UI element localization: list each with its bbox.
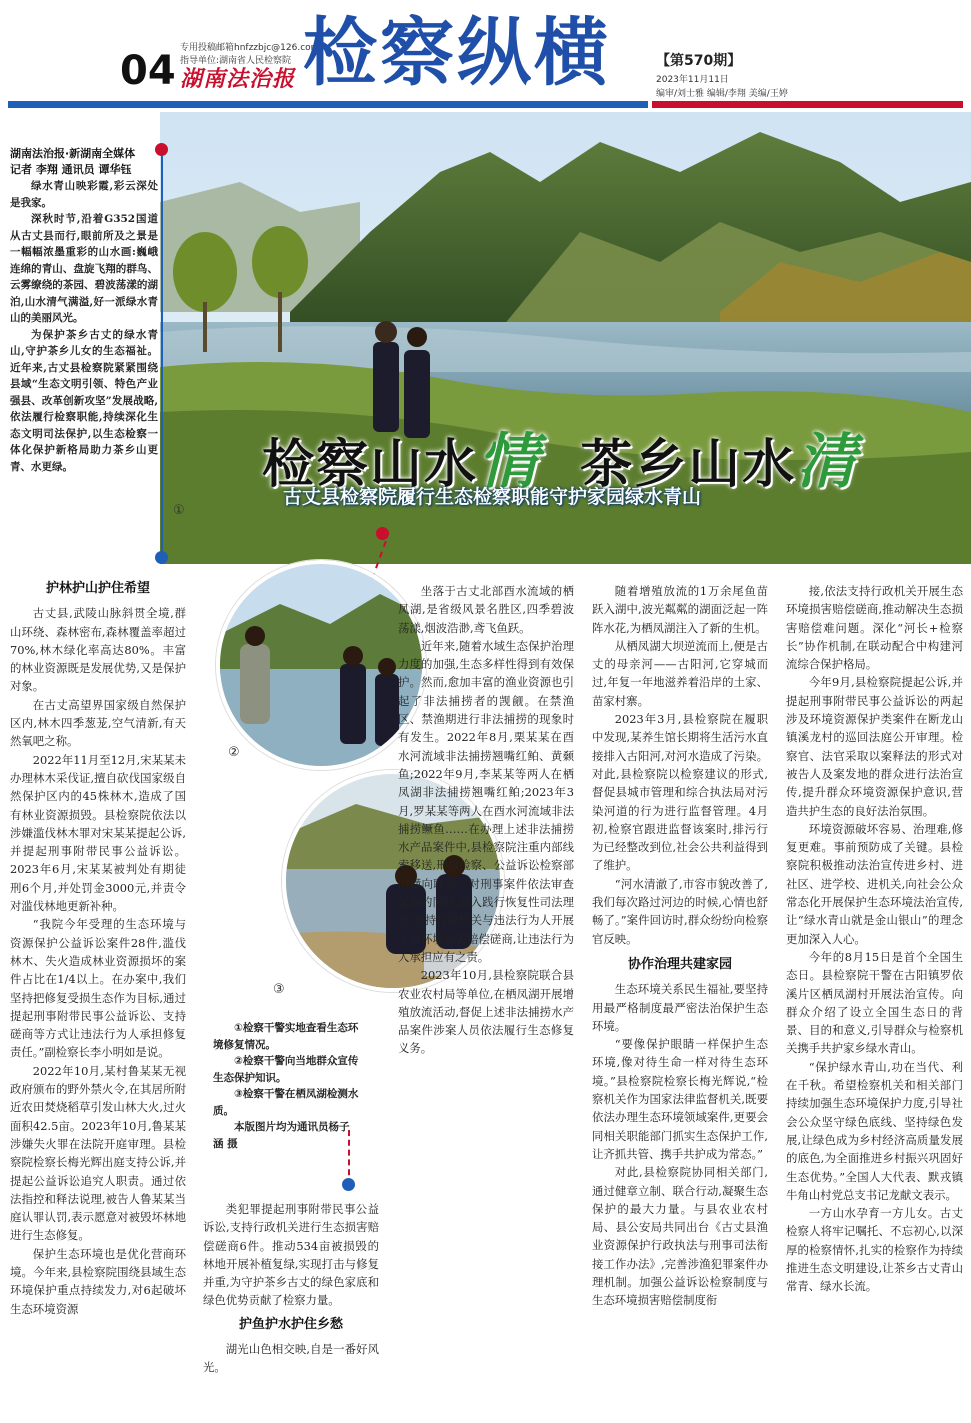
article-paragraph: 类犯罪提起刑事附带民事公益诉讼,支持行政机关进行生态损害赔偿磋商6件。推动534亩被损毁的林地开展补植复绿,实现打击与修复并重,为守护茶乡古丈的绿色家底和绿色优势贡献了检察力量。 — [203, 1202, 379, 1308]
decor-dot-blue — [342, 1178, 355, 1191]
article-paragraph: 环境资源破坏容易、治理难,修复更难。事前预防成了关键。县检察院积极推动法治宣传进乡村、进社区、进学校、进机关,向社会公众常态化开展保护生态环境法治宣传,让“绿水青山就是金山银山”的理念更加深入人心。 — [786, 821, 963, 946]
article-paragraph: 接,依法支持行政机关开展生态环境损害赔偿磋商,推动解决生态损害赔偿难问题。深化“河长+检察长”协作机制,在联动配合中构建河流综合保护格局。 — [786, 584, 963, 672]
decor-line — [161, 156, 163, 551]
section-heading-cooperation: 协作治理共建家园 — [627, 956, 732, 972]
issue-date: 2023年11月11日 — [656, 75, 729, 85]
header-rule-red — [652, 101, 963, 108]
article-paragraph: 2023年3月,县检察院在履职中发现,某养生馆长期将生活污水直接排入古阳河,对河水造成了污染。对此,县检察院以检察建议的形式,督促县城市管理和综合执法局对污染河道的行为进行监督管理。4月初,检察官跟进监督该案时,排污行为已经整改到位,社会公共利益得到了维护。 — [592, 712, 768, 873]
caption-line: ②检察干警向当地群众宣传生态保护知识。 — [213, 1055, 359, 1084]
newspaper-brand: 湖南法治报 — [180, 66, 296, 92]
article-paragraph: 今年9月,县检察院提起公诉,并提起刑事附带民事公益诉讼的两起涉及环境资源保护类案件在断龙山镇溪龙村的巡回法庭公开审理。检察官、法官采取以案释法的形式对被告人及案发地的群众进行法治宣传,提升群众环境资源保护意识,营造共护生态的良好法治氛围。 — [786, 675, 963, 818]
issue-number: 【第570期】 — [656, 53, 742, 69]
caption-credit: 本版图片均为通讯员杨子涵 摄 — [213, 1121, 350, 1150]
photo-marker-3: ③ — [273, 982, 285, 997]
column-4 — [592, 582, 768, 1310]
photo-marker-2: ② — [228, 745, 240, 760]
photo-marker-1: ① — [173, 503, 185, 518]
article-paragraph: 2023年10月,县检察院联合县农业农村局等单位,在栖凤湖开展增殖放流活动,督促上述非法捕捞水产品案件涉案人员依法履行生态修复义务。 — [398, 968, 574, 1056]
caption-line: ①检察干警实地查看生态环境修复情况。 — [213, 1022, 359, 1051]
article-paragraph: 今年的8月15日是首个全国生态日。县检察院干警在古阳镇罗依溪片区栖凤湖村开展法治宣传。向群众介绍了设立全国生态日的背景、目的和意义,引导群众与检察机关携手共护家乡绿水青山。 — [786, 949, 963, 1056]
article-paragraph: “河水清澈了,市容市貌改善了,我们每次路过河边的时候,心情也舒畅了。”案件回访时,群众纷纷向检察官反映。 — [592, 876, 768, 946]
headline-part1: 检察山水 — [262, 435, 479, 495]
article-paragraph: 从栖凤湖大坝逆流而上,便是古丈的母亲河——古阳河,它穿城而过,年复一年地滋养着沿岸的土家、苗家村寨。 — [592, 638, 768, 708]
decor-dot-blue — [155, 551, 168, 564]
editors-line: 编审/刘士雅 编辑/李翔 美编/王婷 — [656, 89, 788, 99]
article-paragraph: 湖光山色相交映,自是一番好风光。 — [203, 1342, 379, 1375]
source-line: 湖南法治报·新湖南全媒体 — [10, 147, 136, 160]
article-paragraph: “保护绿水青山,功在当代、利在千秋。希望检察机关和相关部门持续加强生态环境保护力度,引导社会公众坚守绿色底线、坚持绿色发展,让绿色成为乡村经济高质量发展的底色,为全面推进乡村振兴巩固好生态优势。”全国人大代表、默戎镇牛角山村党总支书记龙献文表示。 — [786, 1059, 963, 1202]
masthead — [0, 0, 971, 112]
guide-line: 指导单位:湖南省人民检察院 — [180, 56, 292, 66]
article-paragraph: 古丈县,武陵山脉斜贯全境,群山环绕、森林密布,森林覆盖率超过70%,林木绿化率高达80%。丰富的林业资源既是发展优势,又是保护对象。 — [10, 606, 186, 694]
caption-line: ③检察干警在栖凤湖检测水质。 — [213, 1088, 359, 1117]
page-number: 04 — [120, 48, 176, 94]
header-rule-blue — [8, 101, 648, 108]
headline-accent2: 清 — [796, 427, 859, 497]
section-title: 检察纵横 — [303, 10, 611, 96]
decor-dot-red — [376, 527, 389, 540]
article-paragraph: 2022年10月,某村鲁某某无视政府颁布的野外禁火令,在其居所附近农田焚烧稻草引发山林大火,过火面积42.5亩。2023年10月,鲁某某涉嫌失火罪在法院开庭审理。县检察院检察长梅光辉出庭支持公诉,并提起公益诉讼追究人职责。通过依法指控和释法说理,被告人鲁某某当庭认罪认罚,表示愿意对被毁坏林地进行生态修复。 — [10, 1063, 186, 1243]
article-paragraph: 保护生态环境也是优化营商环境。今年来,县检察院围绕县域生态环境保护重点持续发力,对6起破坏生态环境资源 — [10, 1246, 186, 1316]
column-3 — [398, 582, 574, 1058]
article-paragraph: 生态环境关系民生福祉,要坚持用最严格制度最严密法治保护生态环境。 — [592, 982, 768, 1033]
column-2 — [203, 1200, 379, 1377]
article-paragraph: “我院今年受理的生态环境与资源保护公益诉讼案件28件,滥伐林木、失火造成林业资源损坏的案件占比在1/4以上。在办案中,我们坚持把修复受损生态作为目标,通过提起刑事附带民事公益诉讼、支持磋商等方式让违法行为人承担修复责任。”副检察长李小明如是说。 — [10, 917, 186, 1060]
article-paragraph: 2022年11月至12月,宋某某未办理林木采伐证,擅自砍伐国家级自然保护区内的45株林木,造成了国有林业资源损毁。县检察院依法以涉嫌滥伐林木罪对宋某某提起公诉,并提起刑事附带民事公益诉讼。2023年6月,宋某某被判处有期徒刑6个月,并处罚金3000元,并责令对滥伐林地更新补种。 — [10, 752, 186, 914]
intro-paragraph: 绿水青山映彩霞,彩云深处是我家。 — [10, 180, 158, 209]
section-heading-fish: 护鱼护水护住乡愁 — [238, 1316, 343, 1332]
article-paragraph: 一方山水孕育一方儿女。古丈检察人将牢记嘱托、不忘初心,以深厚的检察情怀,扎实的检察作为持续推进生态文明建设,让茶乡古丈青山常青、绿水长流。 — [786, 1206, 963, 1294]
headline-part2: 茶乡山水 — [580, 435, 797, 495]
article-paragraph: 对此,县检察院协同相关部门,通过健章立制、联合行动,凝聚生态保护的最大力量。与县农业农村局、县公安局共同出台《古丈县渔业资源保护行政执法与刑事司法衔接工作办法》,完善涉渔犯罪案件办理机制。加强公益诉讼检察制度与生态环境损害赔偿制度衔 — [592, 1165, 768, 1308]
circle-photo-2 — [216, 560, 426, 770]
section-heading-forest: 护林护山护住希望 — [45, 581, 150, 596]
article-paragraph: 坐落于古丈北部酉水流域的栖凤湖,是省级风景名胜区,四季碧波荡漾,烟波浩渺,鸢飞鱼跃。 — [398, 584, 574, 635]
intro-paragraph: 为保护茶乡古丈的绿水青山,守护茶乡儿女的生态福祉。近年来,古丈县检察院紧紧围绕县域“生态文明引领、特色产业强县、改革创新攻坚”发展战略,依法履行检察职能,持续深化生态文明司法保护,以生态检察一体化保护新格局助力茶乡山更青、水更绿。 — [10, 328, 158, 473]
contact-line: 专用投稿邮箱hnfzzbjc@126.com — [180, 43, 320, 53]
column-1 — [10, 580, 186, 1318]
headline-accent1: 情 — [478, 427, 541, 497]
article-paragraph: 随着增殖放流的1万余尾鱼苗跃入湖中,波光粼粼的湖面泛起一阵阵水花,为栖凤湖注入了新的生机。 — [592, 584, 768, 635]
article-paragraph: 近年来,随着水域生态保护治理力度的加强,生态多样性得到有效保护。然而,愈加丰富的渔业资源也引起了非法捕捞者的觊觎。在禁渔区、禁渔期进行非法捕捞的现象时有发生。2022年8月,栗某某在酉水河流域非法捕捞翘嘴红鲌、黄颡鱼;2022年9月,李某某等两人在栖凤湖非法捕捞翘嘴红鲌;2023年3月,罗某某等两人在酉水河流域非法捕捞鳜鱼……在办理上述非法捕捞水产品案件中,县检察院注重内部线索移送,刑事检察、公益诉讼检察部门横向联动。对刑事案件依法审查起诉的同时,深入践行恢复性司法理念,支持行政机关与违法行为人开展生态环境损害赔偿磋商,让违法行为人承担应有之责。 — [398, 638, 574, 964]
article-paragraph: 在古丈高望界国家级自然保护区内,林木四季葱茏,空气清新,有天然氧吧之称。 — [10, 697, 186, 749]
reporters-line: 记者 李翔 通讯员 谭华钰 — [10, 163, 132, 176]
intro-block — [10, 146, 158, 475]
subheadline: 古丈县检察院履行生态检察职能守护家园绿水青山 — [283, 486, 702, 508]
column-5 — [786, 582, 963, 1296]
article-paragraph: “要像保护眼睛一样保护生态环境,像对待生命一样对待生态环境。”县检察院检察长梅光辉说,“检察机关作为国家法律监督机关,既要依法办理生态环境领域案件,更要会同相关职能部门抓实生态保护工作,让齐抓共管、携手共护成为常态。” — [592, 1037, 768, 1161]
intro-paragraph: 深秋时节,沿着G352国道从古丈县而行,眼前所及之景是一幅幅浓墨重彩的山水画:巍峨连绵的青山、盘旋飞翔的群鸟、云雾缭绕的茶园、碧波荡漾的湖泊,山水清气满溢,好一派绿水青山的美丽风光。 — [10, 213, 158, 324]
photo-captions — [213, 1020, 359, 1152]
